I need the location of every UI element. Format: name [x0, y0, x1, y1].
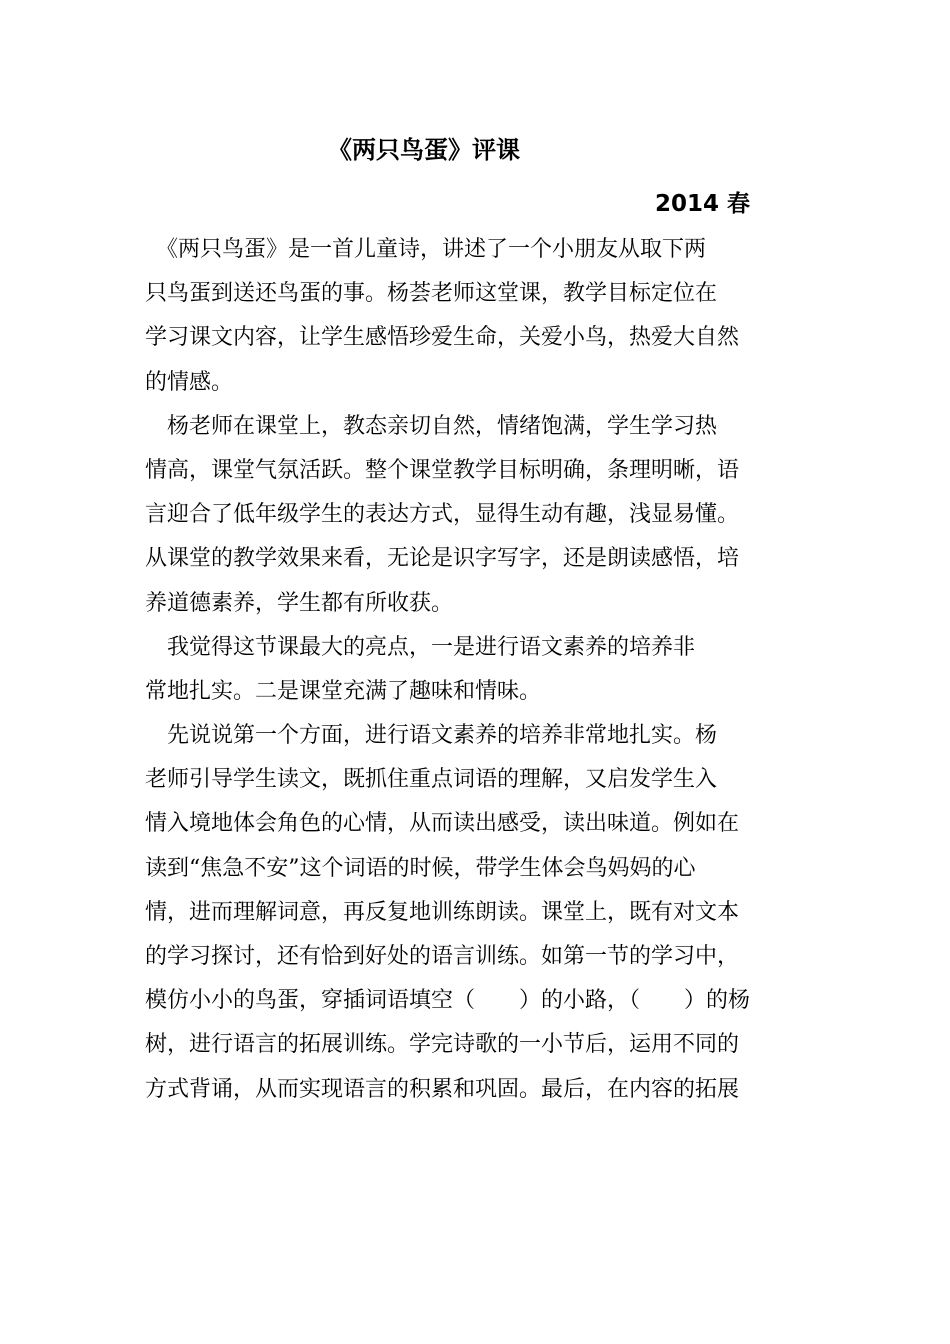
document-title: 《两只鸟蛋》评课 — [328, 136, 520, 164]
text-line: 学习课文内容，让学生感悟珍爱生命，关爱小鸟，热爱大自然 — [145, 325, 740, 351]
text-line: 方式背诵，从而实现语言的积累和巩固。最后，在内容的拓展 — [145, 1076, 740, 1102]
text-line: 读到“焦急不安”这个词语的时候，带学生体会鸟妈妈的心 — [145, 855, 696, 881]
text-line: 常地扎实。二是课堂充满了趣味和情味。 — [145, 678, 542, 704]
text-line: 养道德素养，学生都有所收获。 — [145, 590, 454, 616]
text-line: 模仿小小的鸟蛋，穿插词语填空（ ）的小路，（ ）的杨 — [145, 988, 751, 1014]
text-line: 先说说第一个方面，进行语文素养的培养非常地扎实。杨 — [145, 723, 718, 749]
text-line: 《两只鸟蛋》是一首儿童诗，讲述了一个小朋友从取下两 — [145, 237, 707, 262]
text-line: 言迎合了低年级学生的表达方式，显得生动有趣，浅显易懂。 — [145, 502, 740, 528]
text-line: 情高，课堂气氛活跃。整个课堂教学目标明确，条理明晰，语 — [145, 457, 740, 483]
text-line: 树，进行语言的拓展训练。学完诗歌的一小节后，运用不同的 — [145, 1032, 740, 1058]
text-line: 从课堂的教学效果来看，无论是识字写字，还是朗读感悟，培 — [145, 546, 740, 572]
text-line: 情入境地体会角色的心情，从而读出感受，读出味道。例如在 — [145, 811, 740, 837]
document-date: 2014 春 — [655, 191, 751, 217]
text-line: 的学习探讨，还有恰到好处的语言训练。如第一节的学习中， — [145, 944, 740, 969]
text-line: 老师引导学生读文，既抓住重点词语的理解，又启发学生入 — [145, 767, 718, 793]
text-line: 我觉得这节课最大的亮点，一是进行语文素养的培养非 — [145, 634, 696, 660]
paragraph — [145, 626, 807, 714]
paragraph — [145, 405, 807, 626]
document-body — [145, 228, 807, 1112]
text-line: 只鸟蛋到送还鸟蛋的事。杨荟老师这堂课，教学目标定位在 — [145, 281, 718, 307]
text-line: 杨老师在课堂上，教态亲切自然，情绪饱满，学生学习热 — [145, 413, 718, 439]
text-line: 情，进而理解词意，再反复地训练朗读。课堂上，既有对文本 — [145, 899, 740, 925]
paragraph — [145, 714, 807, 1112]
paragraph — [145, 228, 807, 405]
text-line: 的情感。 — [145, 369, 234, 395]
